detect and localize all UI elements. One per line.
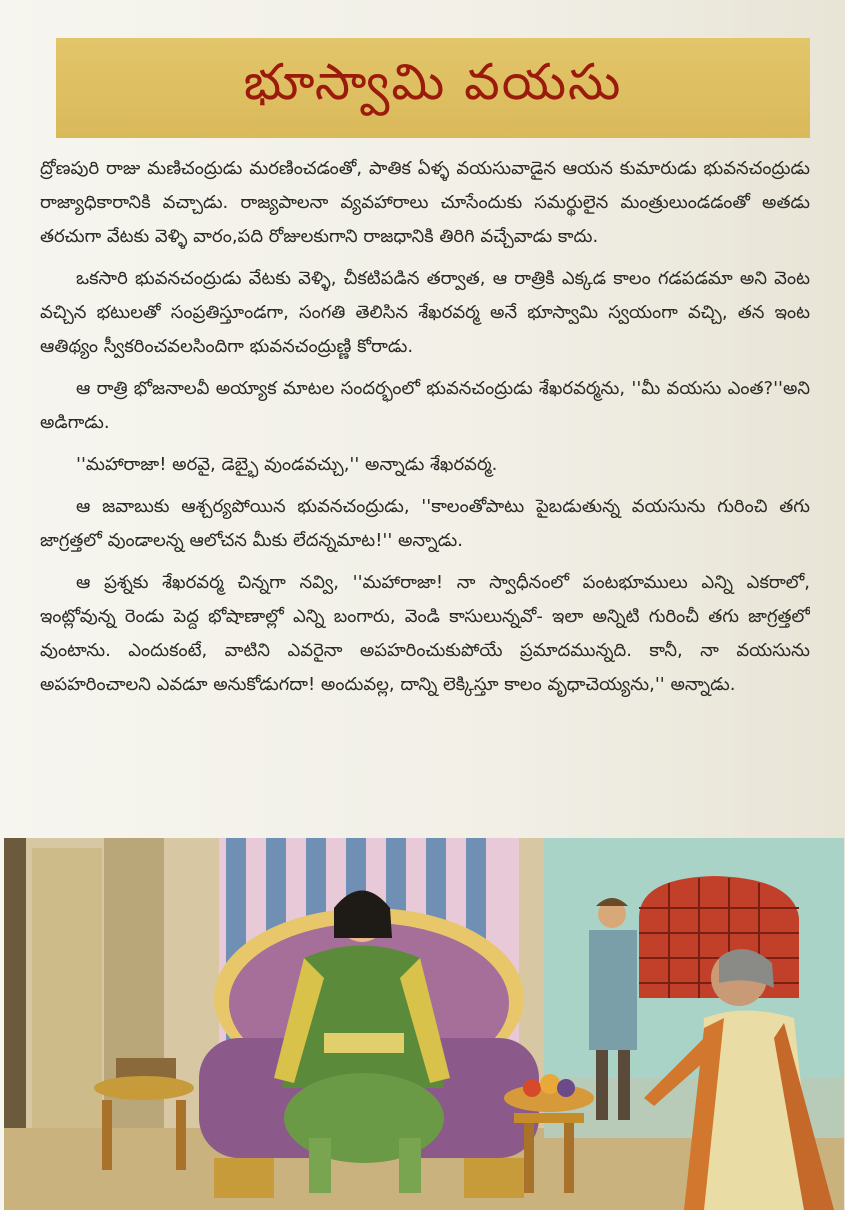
left-panel-2 <box>104 838 164 1148</box>
story-title: భూస్వామి వయసు <box>243 52 623 111</box>
illustration-scene <box>4 838 844 1210</box>
paragraph-3: ఆ రాత్రి భోజనాలవీ అయ్యాక మాటల సందర్భంలో భువనచంద్రుడు శేఖరవర్మను, ''మీ వయసు ఎంత?''అని అడిగాడు. <box>40 378 810 433</box>
left-panel <box>32 848 102 1148</box>
paragraph-2: ఒకసారి భువనచంద్రుడు వేటకు వెళ్ళి, చీకటిపడిన తర్వాత, ఆ రాత్రికి ఎక్కడ కాలం గడపడమా అని వెంట వచ్చిన భటులతో సంప్రతిస్తూండగా, సంగతి తెలిసిన శేఖరవర్మ అనే భూస్వామి స్వయంగా వచ్చి, తన ఇంట ఆతిథ్యం స్వీకరించవలసిందిగా భువనచంద్రుణ్ణి కోరాడు. <box>40 268 810 357</box>
title-banner <box>56 38 810 138</box>
paragraph-5: ఆ జవాబుకు ఆశ్చర్యపోయిన భువనచంద్రుడు, ''కాలంతోపాటు పైబడుతున్న వయసును గురించి తగు జాగ్రత్తలో వుండాలన్న ఆలోచన మీకు లేదన్నమాట!'' అన్నాడు. <box>40 496 810 551</box>
paragraph-4: ''మహారాజా! అరవై, డెబ్భై వుండవచ్చు,'' అన్నాడు శేఖరవర్మ. <box>76 454 498 475</box>
left-pillar <box>4 838 26 1128</box>
story-illustration <box>4 838 844 1210</box>
paragraph-6: ఆ ప్రశ్నకు శేఖరవర్మ చిన్నగా నవ్వి, ''మహారాజా! నా స్వాధీనంలో పంటభూములు ఎన్ని ఎకరాలో, ఇంట్లోవున్న రెండు పెద్ద భోషాణాల్లో ఎన్ని బంగారు, వెండి కాసులున్నవో- ఇలా అన్నిటి గురించీ తగు జాగ్రత్తలో వుంటాను. ఎందుకంటే, వాటిని ఎవరైనా అపహరించుకుపోయే ప్రమాదమున్నది. కానీ, నా వయసును అపహరించాలని ఎవడూ అనుకోడుగదా! అందువల్ల, దాన్ని లెక్కిస్తూ కాలం వృధాచెయ్యను,'' అన్నాడు. <box>40 572 810 695</box>
story-body <box>40 152 810 822</box>
paragraph-1: ద్రోణపురి రాజు మణిచంద్రుడు మరణించడంతో, పాతిక ఏళ్ళ వయసువాడైన ఆయన కుమారుడు భువనచంద్రుడు రాజ్యాధికారానికి వచ్చాడు. రాజ్యపాలనా వ్యవహారాలు చూసేందుకు సమర్థులైన మంత్రులుండడంతో అతడు తరచుగా వేటకు వెళ్ళి వారం,పది రోజులకుగాని రాజధానికి తిరిగి వచ్చేవాడు కాదు. <box>40 158 810 247</box>
